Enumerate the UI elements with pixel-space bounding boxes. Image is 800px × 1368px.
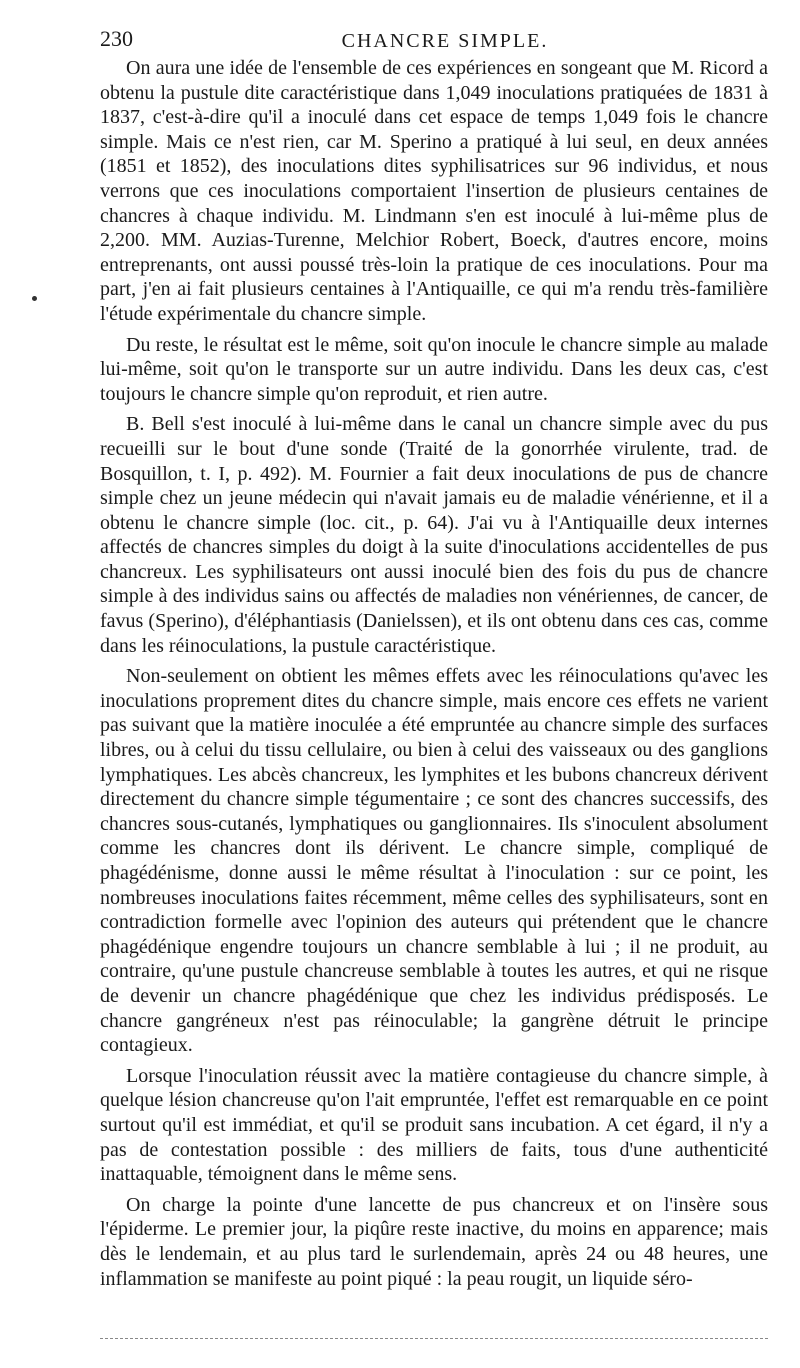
running-head: [100, 6, 790, 52]
running-title: CHANCRE SIMPLE.: [341, 30, 549, 52]
paragraph-3: B. Bell s'est inoculé à lui-même dans le canal un chancre simple avec du pus recueilli sur le bout d'une sonde (Traité de la gonorrhée virulente, trad. de Bosquillon, t. I, p. 492). M. Fournier a fait deux inoculations de pus de chancre simple chez un jeune médecin qui n'avait jamais eu de maladie vénérienne, et il a obtenu le chancre simple (loc. cit., p. 64). J'ai vu à l'Antiquaille deux internes affectés de chancres simples du doigt à la suite d'inoculations accidentelles de pus chancreux. Les syphilisateurs ont aussi inoculé bien des fois du pus de chancre simple à des individus sains ou affectés de maladies non vénériennes, de cancer, de favus (Sperino), d'éléphantiasis (Danielssen), et ils ont obtenu dans ces cas, comme dans les réinoculations, la pustule caractéristique.: [100, 413, 768, 657]
bottom-rule: [100, 1338, 768, 1339]
paragraph-2: Du reste, le résultat est le même, soit qu'on inocule le chancre simple au malade lui-même, soit qu'on le transporte sur un autre individu. Dans les deux cas, c'est toujours le chancre simple qu'on reproduit, et rien autre.: [100, 333, 768, 405]
page-number: 230: [100, 26, 133, 51]
paragraph-1: On aura une idée de l'ensemble de ces expériences en songeant que M. Ricord a obtenu la pustule dite caractéristique dans 1,049 inoculations pratiquées de 1831 à 1837, c'est-à-dire qu'il a inoculé dans cet espace de temps 1,049 fois le chancre simple. Mais ce n'est rien, car M. Sperino a pratiqué à lui seul, en deux années (1851 et 1852), des inoculations dites syphilisatrices sur 96 individus, et nous verrons que ces inoculations comportaient l'insertion de plusieurs centaines de chancres à chaque individu. M. Lindmann s'en est inoculé à lui-même plus de 2,200. MM. Auzias-Turenne, Melchior Robert, Boeck, d'autres encore, moins entreprenants, ont aussi poussé très-loin la pratique de ces inoculations. Pour ma part, j'en ai fait plusieurs centaines à l'Antiquaille, ce qui m'a rendu très-familière l'étude expérimentale du chancre simple.: [100, 57, 768, 325]
paragraph-6: On charge la pointe d'une lancette de pus chancreux et on l'insère sous l'épiderme. Le premier jour, la piqûre reste inactive, du moins en apparence; mais dès le lendemain, et au plus tard le surlendemain, après 24 ou 48 heures, une inflammation se manifeste au point piqué : la peau rougit, un liquide séro-: [100, 1193, 768, 1290]
margin-ink-dot: [32, 296, 37, 301]
paragraph-5: Lorsque l'inoculation réussit avec la matière contagieuse du chancre simple, à quelque lésion chancreuse qu'on l'ait empruntée, l'effet est remarquable en ce point surtout qu'il est immédiat, et qu'il se produit sans incubation. A cet égard, il n'y a pas de contestation possible : des milliers de faits, tous d'une authenticité inattaquable, témoignent dans le même sens.: [100, 1064, 768, 1186]
body-text: [100, 56, 768, 1291]
paragraph-4: Non-seulement on obtient les mêmes effets avec les réinoculations qu'avec les inoculations proprement dites du chancre simple, mais encore ces effets ne varient pas suivant que la matière inoculée a été empruntée au chancre simple des surfaces libres, ou à celui du tissu cellulaire, ou bien à celui des vaisseaux ou des ganglions lymphatiques. Les abcès chancreux, les lymphites et les bubons chancreux dérivent directement du chancre simple tégumentaire ; ce sont des chancres successifs, des chancres sous-cutanés, lymphatiques ou ganglionnaires. Ils s'inoculent absolument comme les chancres dont ils dérivent. Le chancre simple, compliqué de phagédénisme, donne aussi le même résultat à l'inoculation : sur ce point, les nombreuses inoculations faites récemment, même celles des syphilisateurs, sont en contradiction formelle avec l'opinion des auteurs qui prétendent que le chancre phagédénique engendre toujours un chancre semblable à lui ; il ne produit, au contraire, qu'une pustule chancreuse semblable à toutes les autres, et qui ne risque de devenir un chancre phagédénique que chez les individus prédisposés. Le chancre gangréneux n'est pas réinoculable; la gangrène détruit le principe contagieux.: [100, 665, 768, 1057]
